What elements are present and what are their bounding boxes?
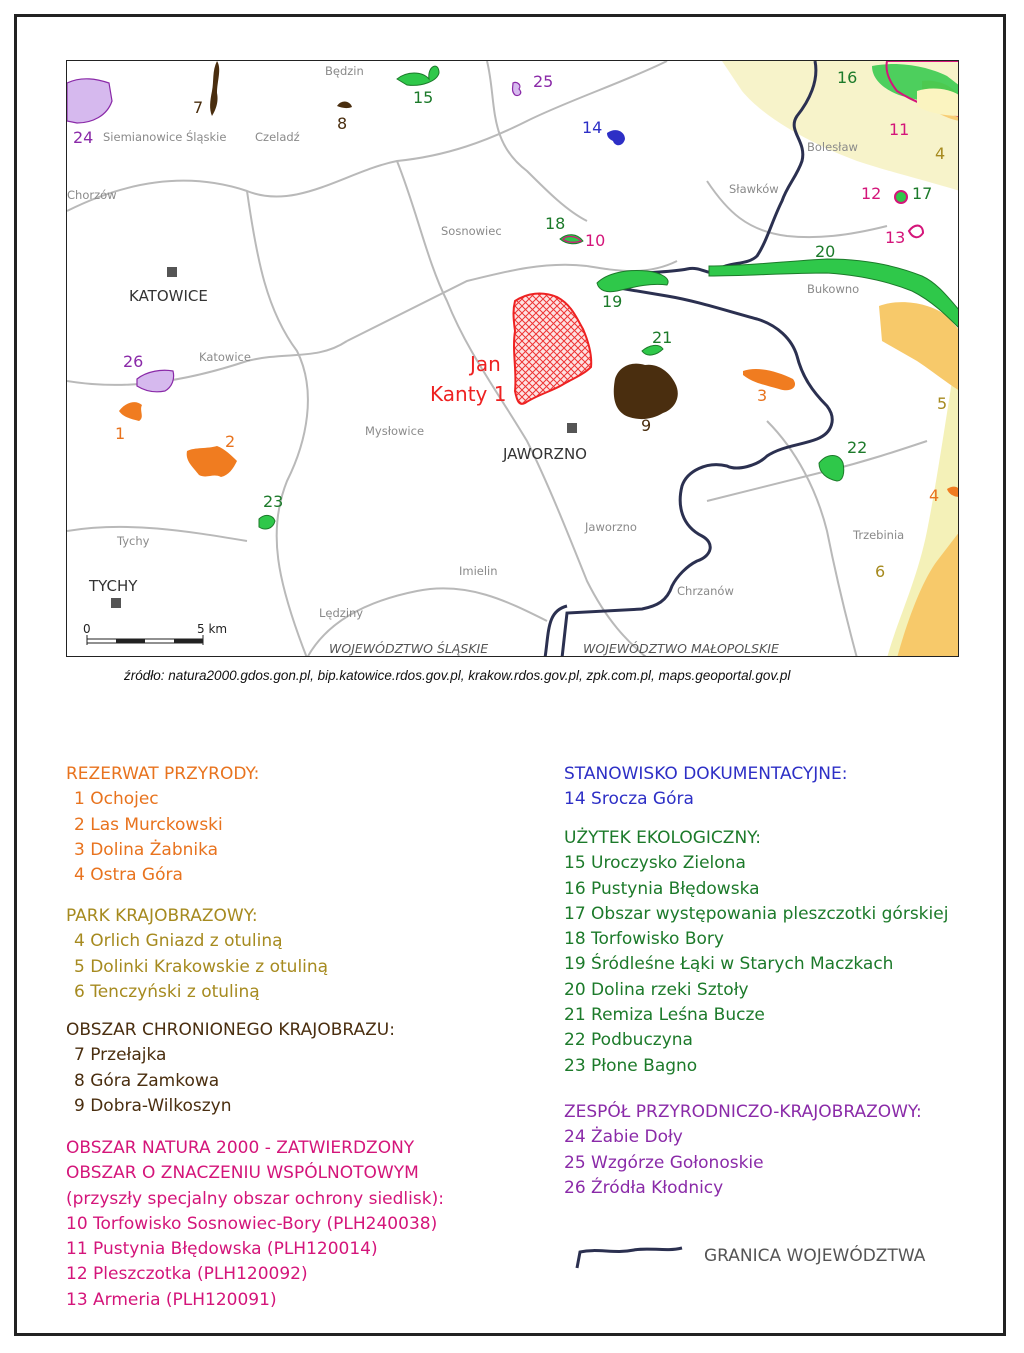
town-slawkow: Sławków (729, 182, 779, 196)
legend-item: 26 Źródła Kłodnicy (564, 1177, 724, 1198)
legend-heading: OBSZAR O ZNACZENIU WSPÓLNOTOWYM (66, 1163, 419, 1184)
area-8-gora-zamkowa (337, 102, 352, 109)
city-jaworzno: JAWORZNO (503, 445, 587, 463)
area-24-zabie-doly (67, 79, 112, 123)
legend-heading: OBSZAR CHRONIONEGO KRAJOBRAZU: (66, 1020, 395, 1040)
town-chorzow: Chorzów (67, 188, 117, 202)
map-panel[interactable] (66, 60, 959, 657)
legend-obszar-ck (66, 1018, 395, 1119)
map-number-15: 15 (413, 88, 434, 107)
legend-item: 18 Torfowisko Bory (564, 929, 724, 950)
map-number-26: 26 (123, 352, 144, 371)
area-9-dobra-wilkoszyn (614, 364, 678, 419)
town-czeladz: Czeladź (255, 130, 300, 144)
legend-item: 25 Wzgórze Gołonoskie (564, 1152, 764, 1173)
area-13-armeria (909, 226, 923, 238)
map-number-14: 14 (582, 118, 603, 137)
katowice-marker (167, 267, 177, 277)
legend-item: 13 Armeria (PLH120091) (66, 1289, 277, 1310)
legend-natura (66, 1136, 444, 1313)
legend-heading: PARK KRAJOBRAZOWY: (66, 906, 258, 926)
town-ledziny: Lędziny (319, 606, 364, 620)
map-number-24: 24 (73, 128, 94, 147)
legend-park (66, 904, 328, 1005)
map-number-6: 6 (875, 562, 886, 581)
legend-item: 22 Podbuczyna (564, 1030, 693, 1051)
legend-rezerwat (66, 762, 259, 888)
legend-heading: ZESPÓŁ PRZYRODNICZO-KRAJOBRAZOWY: (564, 1102, 922, 1122)
legend-item: 4 Orlich Gniazd z otuliną (74, 931, 283, 952)
legend-heading: OBSZAR NATURA 2000 - ZATWIERDZONY (66, 1138, 415, 1158)
area-22-podbuczyna (819, 456, 844, 482)
area-7-przelajka (210, 61, 219, 116)
map-number-9: 9 (641, 416, 652, 435)
map-number-16: 16 (837, 68, 858, 87)
town-sosnowiec: Sosnowiec (441, 224, 502, 238)
legend-item: 14 Srocza Góra (564, 789, 694, 810)
legend-heading: REZERWAT PRZYRODY: (66, 764, 260, 784)
legend-item: 19 Śródleśne Łąki w Starych Maczkach (564, 954, 894, 975)
legend-item: 3 Dolina Żabnika (74, 839, 219, 860)
town-siemianowice: Siemianowice Śląskie (103, 130, 227, 144)
boundary-legend-line (574, 1238, 686, 1274)
legend-item: 5 Dolinki Krakowskie z otuliną (74, 956, 329, 977)
map-number-21: 21 (652, 328, 673, 347)
map-number-4a: 4 (935, 144, 946, 163)
scale-five: 5 km (197, 622, 228, 636)
map-number-22: 22 (847, 438, 868, 457)
site-label-line1: Jan (470, 352, 501, 376)
town-trzebinia: Trzebinia (853, 528, 905, 542)
map-number-12: 12 (861, 184, 882, 203)
map-svg[interactable] (67, 61, 959, 657)
map-number-10: 10 (585, 231, 606, 250)
area-15-uroczysko-zielona (397, 66, 439, 85)
legend-item: 17 Obszar występowania pleszczotki górskiej (564, 903, 949, 924)
legend-item: 11 Pustynia Błędowska (PLH120014) (66, 1239, 378, 1260)
legend-item: 9 Dobra-Wilkoszyn (74, 1095, 232, 1116)
city-tychy: TYCHY (89, 577, 138, 595)
legend-zespol (564, 1100, 922, 1201)
jaworzno-marker (567, 423, 577, 433)
town-bukowno: Bukowno (807, 282, 860, 296)
legend-heading: UŻYTEK EKOLOGICZNY: (564, 828, 762, 848)
voivodeship-boundary (562, 61, 832, 657)
legend-heading: STANOWISKO DOKUMENTACYJNE: (564, 764, 848, 784)
town-boleslaw: Bolesław (807, 140, 858, 154)
legend-item: 8 Góra Zamkowa (74, 1070, 220, 1091)
legend-item: 10 Torfowisko Sosnowiec-Bory (PLH240038) (66, 1213, 438, 1234)
jan-kanty-1-area (514, 294, 592, 404)
area-19-srodlesne-laki (597, 271, 668, 292)
scale-zero: 0 (83, 622, 91, 636)
map-number-17: 17 (912, 184, 933, 203)
site-label-line2: Kanty 1 (430, 382, 507, 406)
area-23-plone-bagno (259, 515, 275, 529)
map-number-19: 19 (602, 292, 623, 311)
map-number-8: 8 (337, 114, 348, 133)
tychy-marker (111, 598, 121, 608)
town-jaworzno: Jaworzno (585, 520, 637, 534)
area-25-wzgorze (513, 82, 521, 95)
legend-item: 7 Przełajka (74, 1045, 167, 1066)
legend-item: 16 Pustynia Błędowska (564, 878, 760, 899)
source-note: źródło: natura2000.gdos.gon.pl, bip.katowice.rdos.gov.pl, krakow.rdos.gov.pl, zpk.com.pl, maps.geoportal.gov.pl (124, 668, 791, 683)
map-number-13: 13 (885, 228, 906, 247)
legend-stanowisko (564, 762, 847, 813)
legend-uzytek (564, 826, 948, 1079)
map-number-11: 11 (889, 120, 910, 139)
town-bedzin: Będzin (325, 64, 364, 78)
map-number-7: 7 (193, 98, 204, 117)
legend-item: 2 Las Murckowski (74, 814, 223, 835)
map-number-4b: 4 (929, 486, 940, 505)
map-number-18: 18 (545, 214, 566, 233)
area-3-dolina-zabnika (743, 369, 795, 390)
map-number-1: 1 (115, 424, 126, 443)
legend-item: 1 Ochojec (74, 789, 159, 810)
town-katowice: Katowice (199, 350, 251, 364)
town-myslowice: Mysłowice (365, 424, 425, 438)
legend-heading: (przyszły specjalny obszar ochrony siedlisk): (66, 1188, 444, 1209)
legend-item: 15 Uroczysko Zielona (564, 853, 746, 874)
area-1-ochojec (119, 402, 142, 421)
area-12-pleszczotka (895, 191, 907, 203)
map-number-20: 20 (815, 242, 836, 261)
town-chrzanow: Chrzanów (677, 584, 734, 598)
label-slaskie: WOJEWÓDZTWO ŚLĄSKIE (329, 641, 489, 656)
town-tychy: Tychy (117, 534, 150, 548)
legend-item: 24 Żabie Doły (564, 1127, 683, 1148)
legend-item: 6 Tenczyński z otuliną (74, 981, 260, 1002)
area-26-zrodla-klodnicy (137, 370, 174, 391)
map-number-23: 23 (263, 492, 284, 511)
legend-item: 4 Ostra Góra (74, 865, 183, 886)
legend-item: 12 Pleszczotka (PLH120092) (66, 1264, 308, 1285)
legend-item: 20 Dolina rzeki Sztoły (564, 979, 749, 1000)
label-malopolskie: WOJEWÓDZTWO MAŁOPOLSKIE (583, 641, 779, 656)
map-number-25: 25 (533, 72, 554, 91)
legend-item: 23 Płone Bagno (564, 1055, 698, 1076)
map-number-5: 5 (937, 394, 948, 413)
legend-item: 21 Remiza Leśna Bucze (564, 1005, 765, 1026)
area-14-srocza-gora (607, 130, 625, 145)
map-number-2: 2 (225, 432, 236, 451)
boundary-legend-label: GRANICA WOJEWÓDZTWA (704, 1246, 926, 1266)
scale-bar (83, 622, 227, 645)
city-katowice: KATOWICE (129, 287, 208, 305)
map-number-3: 3 (757, 386, 768, 405)
town-imielin: Imielin (459, 564, 498, 578)
